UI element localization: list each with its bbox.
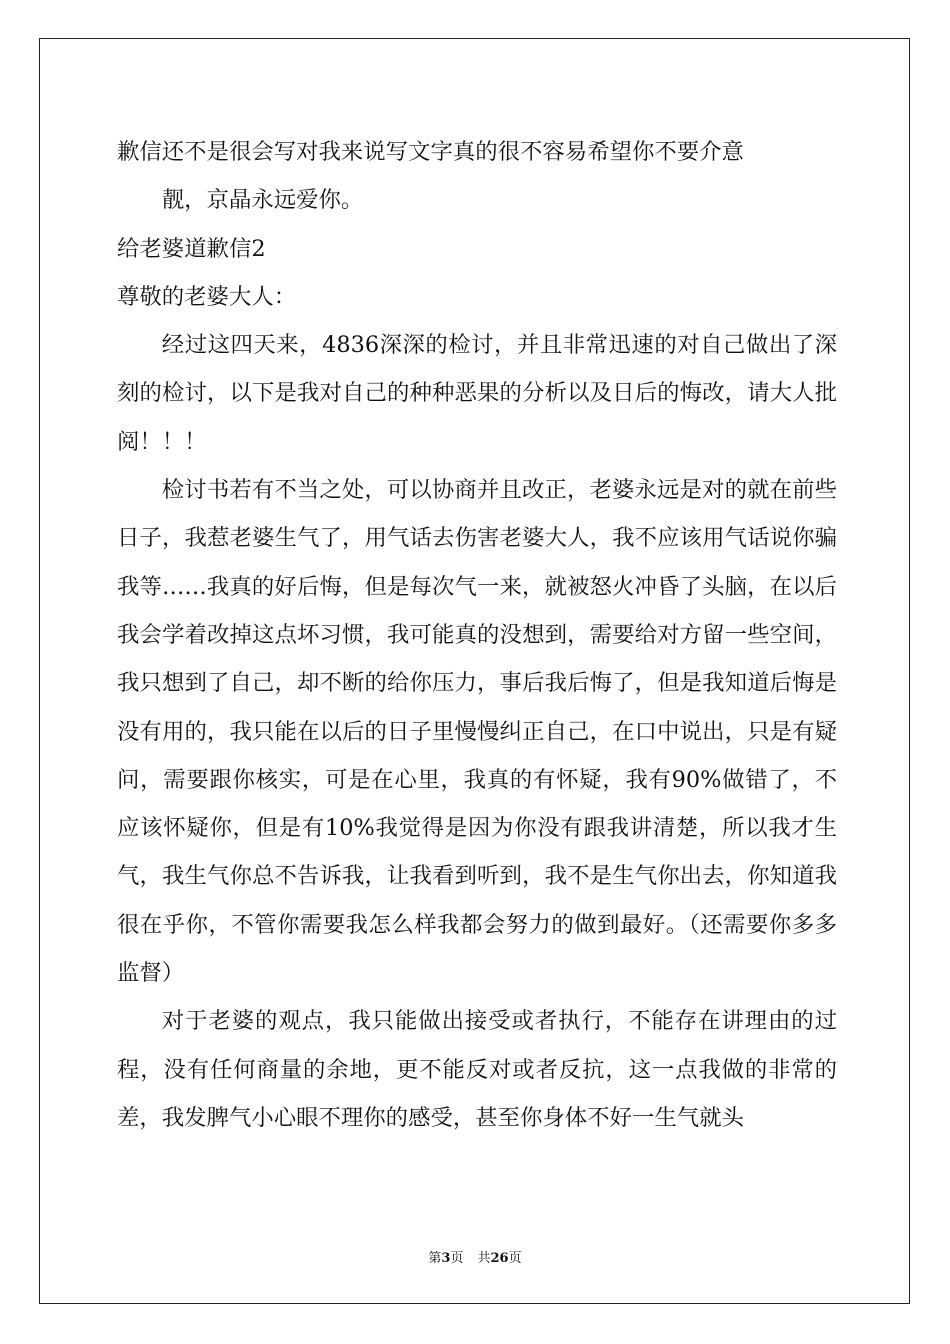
footer-total-suffix: 页 (508, 1251, 522, 1266)
paragraph-7: 对于老婆的观点，我只能做出接受或者执行，不能存在讲理由的过程，没有任何商量的余地，更不能反对或者反抗，这一点我做的非常的差，我发脾气小心眼不理你的感受，甚至你身体不好一生气就头 (117, 1008, 837, 1131)
paragraph-1: 歉信还不是很会写对我来说写文字真的很不容易希望你不要介意 (117, 139, 744, 165)
footer-page-number: 3 (441, 1251, 451, 1266)
paragraph-2: 靓，京晶永远爱你。 (161, 187, 364, 214)
paragraph-6: 检讨书若有不当之处，可以协商并且改正，老婆永远是对的就在前些日子，我惹老婆生气了，用气话去伤害老婆大人，我不应该用气话说你骗我等……我真的好后悔，但是每次气一来，就被怒火冲昏了头脑，在以后我会学着改掉这点坏习惯，我可能真的没想到，需要给对方留一些空间，我只想到了自己，却不断的给你压力，事后我后悔了，但是我知道后悔是没有用的，我只能在以后的日子里慢慢纠正自己，在口中说出，只是有疑问，需要跟你核实，可是在心里，我真的有怀疑，我有90%做错了，不应该怀疑你，但是有10%我觉得是因为你没有跟我讲清楚，所以我才生气，我生气你总不告诉我，让我看到听到，我不是生气你出去，你知道我很在乎你，不管你需要我怎么样我都会努力的做到最好。（还需要你多多监督） (117, 477, 837, 987)
document-body (117, 128, 837, 1142)
footer-prefix: 第 (428, 1251, 442, 1266)
footer-total-prefix: 共 (477, 1251, 491, 1266)
paragraph-5: 经过这四天来，4836深深的检讨，并且非常迅速的对自己做出了深刻的检讨，以下是我对自己的种种恶果的分析以及日后的悔改，请大人批阅！！！ (117, 332, 837, 455)
footer-total-pages: 26 (490, 1251, 509, 1266)
salutation: 尊敬的老婆大人： (117, 283, 297, 310)
section-heading: 给老婆道歉信2 (117, 235, 266, 262)
footer-page-suffix: 页 (450, 1251, 464, 1266)
page-footer (0, 1247, 950, 1266)
